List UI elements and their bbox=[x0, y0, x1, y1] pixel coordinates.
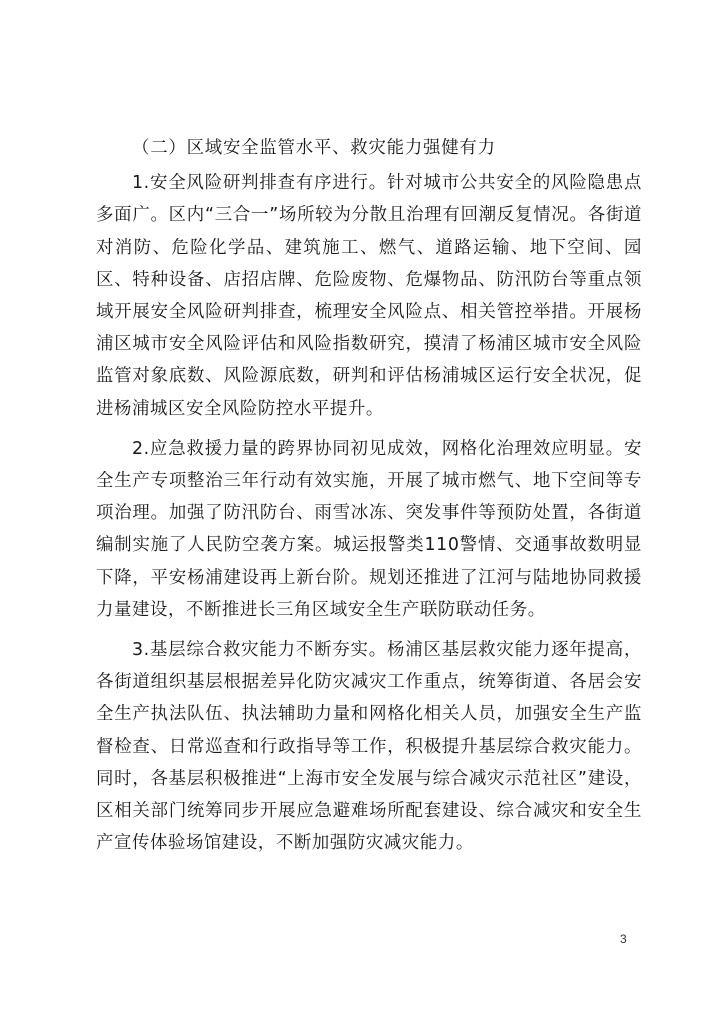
section-heading: （二）区域安全监管水平、救灾能力强健有力 bbox=[132, 138, 496, 158]
paragraph-emergency-rescue: 2.应急救援力量的跨界协同初见成效，网格化治理效应明显。安全生产专项整治三年行动有效实施，开展了城市燃气、地下空间等专项治理。加强了防汛防台、雨雪冰冻、突发事件等预防处置，各街道编制实施了人民防空袭方案。城运报警类110警情、交通事故数明显下降，平安杨浦建设再上新台阶。规划还推进了江河与陆地协同救援力量建设，不断推进长三角区域安全生产联防联动任务。 bbox=[96, 438, 642, 620]
page-number: 3 bbox=[620, 932, 627, 946]
paragraph-risk-assessment: 1.安全风险研判排查有序进行。针对城市公共安全的风险隐患点多面广。区内“三合一”场所较为分散且治理有回潮反复情况。各街道对消防、危险化学品、建筑施工、燃气、道路运输、地下空间、园区、特种设备、店招店牌、危险废物、危爆物品、防汛防台等重点领域开展安全风险研判排查，梳理安全风险点、相关管控举措。开展杨浦区城市安全风险评估和风险指数研究，摸清了杨浦区城市安全风险监管对象底数、风险源底数，研判和评估杨浦城区运行安全状况，促进杨浦城区安全风险防控水平提升。 bbox=[96, 173, 642, 419]
paragraph-grassroots-capacity: 3.基层综合救灾能力不断夯实。杨浦区基层救灾能力逐年提高，各街道组织基层根据差异化防灾减灾工作重点，统筹街道、各居会安全生产执法队伍、执法辅助力量和网格化相关人员，加强安全生产监督检查、日常巡查和行政指导等工作，积极提升基层综合救灾能力。同时，各基层积极推进“上海市安全发展与综合减灾示范社区”建设，区相关部门统筹同步开展应急避难场所配套建设、综合减灾和安全生产宣传体验场馆建设，不断加强防灾减灾能力。 bbox=[96, 640, 642, 854]
document-body bbox=[96, 132, 642, 867]
